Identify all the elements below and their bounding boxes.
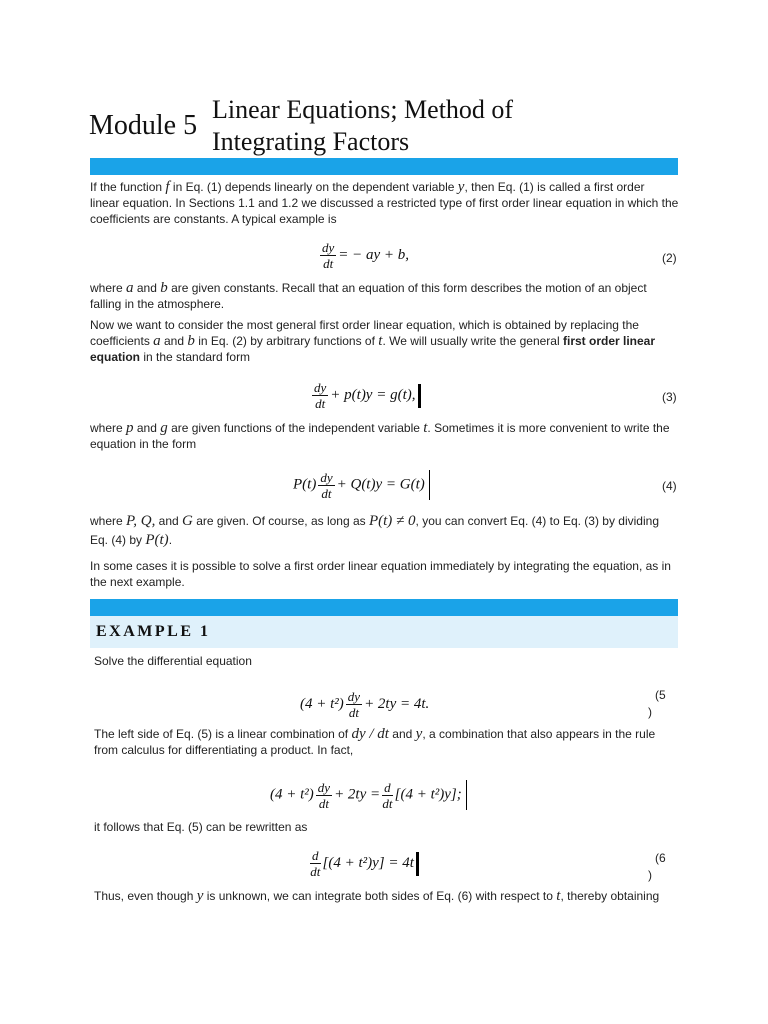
equation-3-label: (3) xyxy=(662,390,677,404)
equation-6-label: (6 ) xyxy=(648,851,666,882)
example-heading: EXAMPLE 1 xyxy=(96,623,211,640)
title-line-2: Integrating Factors xyxy=(212,127,410,156)
equation-2: $\frac{dy}{dt}$ = − ay + b, xyxy=(322,240,410,271)
paragraph-convert: where P, Q, and G are given. Of course, as long as P(t) ≠ 0, you can convert Eq. (4) to Eq. (3) by dividing Eq. (4) by P(t). xyxy=(90,513,659,548)
paragraph-left-side: The left side of Eq. (5) is a linear combination of dy / dt and y, a combination that also appears in the rule from calculus for differentiating a product. In fact, xyxy=(94,726,656,757)
paragraph-integrate: Thus, even though y is unknown, we can integrate both sides of Eq. (6) with respect to t, thereby obtaining xyxy=(94,888,660,904)
text-cursor xyxy=(429,470,430,500)
paragraph-rewritten: it follows that Eq. (5) can be rewritten as xyxy=(94,820,308,834)
text-cursor xyxy=(466,780,467,810)
paragraph-solve: Solve the differential equation xyxy=(94,654,252,668)
header-blue-bar xyxy=(90,158,678,175)
page-title xyxy=(212,94,513,158)
example-heading-box xyxy=(90,616,678,648)
example-blue-bar xyxy=(90,599,678,616)
equation-5: (4 + t²) $\frac{dy}{dt}$ + 2ty = 4t. xyxy=(300,689,430,720)
paragraph-intro: If the function f in Eq. (1) depends linearly on the dependent variable y, then Eq. (1) is called a first order linear equation. In Sections 1.1 and 1.2 we discussed a restricted type of first order linear equation in which the coefficients are constants. A typical example is xyxy=(90,179,679,226)
title-line-1: Linear Equations; Method of xyxy=(212,95,514,124)
equation-5-label: (5 ) xyxy=(648,688,666,719)
paragraph-some-cases: In some cases it is possible to solve a first order linear equation immediately by integrating the equation, as in the next example. xyxy=(90,559,671,589)
paragraph-general: Now we want to consider the most general first order linear equation, which is obtained by replacing the coefficients a and b in Eq. (2) by arbitrary functions of t. We will usually write the general first order linear equation in the standard form xyxy=(90,318,656,364)
equation-product-rule: (4 + t²) $\frac{dy}{dt}$ + 2ty = $\frac{d}{dt}$ [(4 + t²)y]; xyxy=(270,780,467,810)
module-label: Module 5 xyxy=(89,110,198,141)
equation-6: $\frac{d}{dt}$ [(4 + t²)y] = 4t xyxy=(308,849,419,878)
text-cursor xyxy=(418,384,421,408)
paragraph-constants: where a and b are given constants. Recall that an equation of this form describes the motion of an object falling in the atmosphere. xyxy=(90,280,647,311)
paragraph-p-g: where p and g are given functions of the independent variable t. Sometimes it is more convenient to write the equation in the form xyxy=(90,420,670,451)
equation-3: $\frac{dy}{dt}$ + p(t)y = g(t), xyxy=(310,381,421,410)
equation-4: P(t) $\frac{dy}{dt}$ + Q(t)y = G(t) xyxy=(293,470,430,500)
equation-4-label: (4) xyxy=(662,479,677,493)
equation-2-label: (2) xyxy=(662,251,677,265)
text-cursor xyxy=(416,852,419,876)
